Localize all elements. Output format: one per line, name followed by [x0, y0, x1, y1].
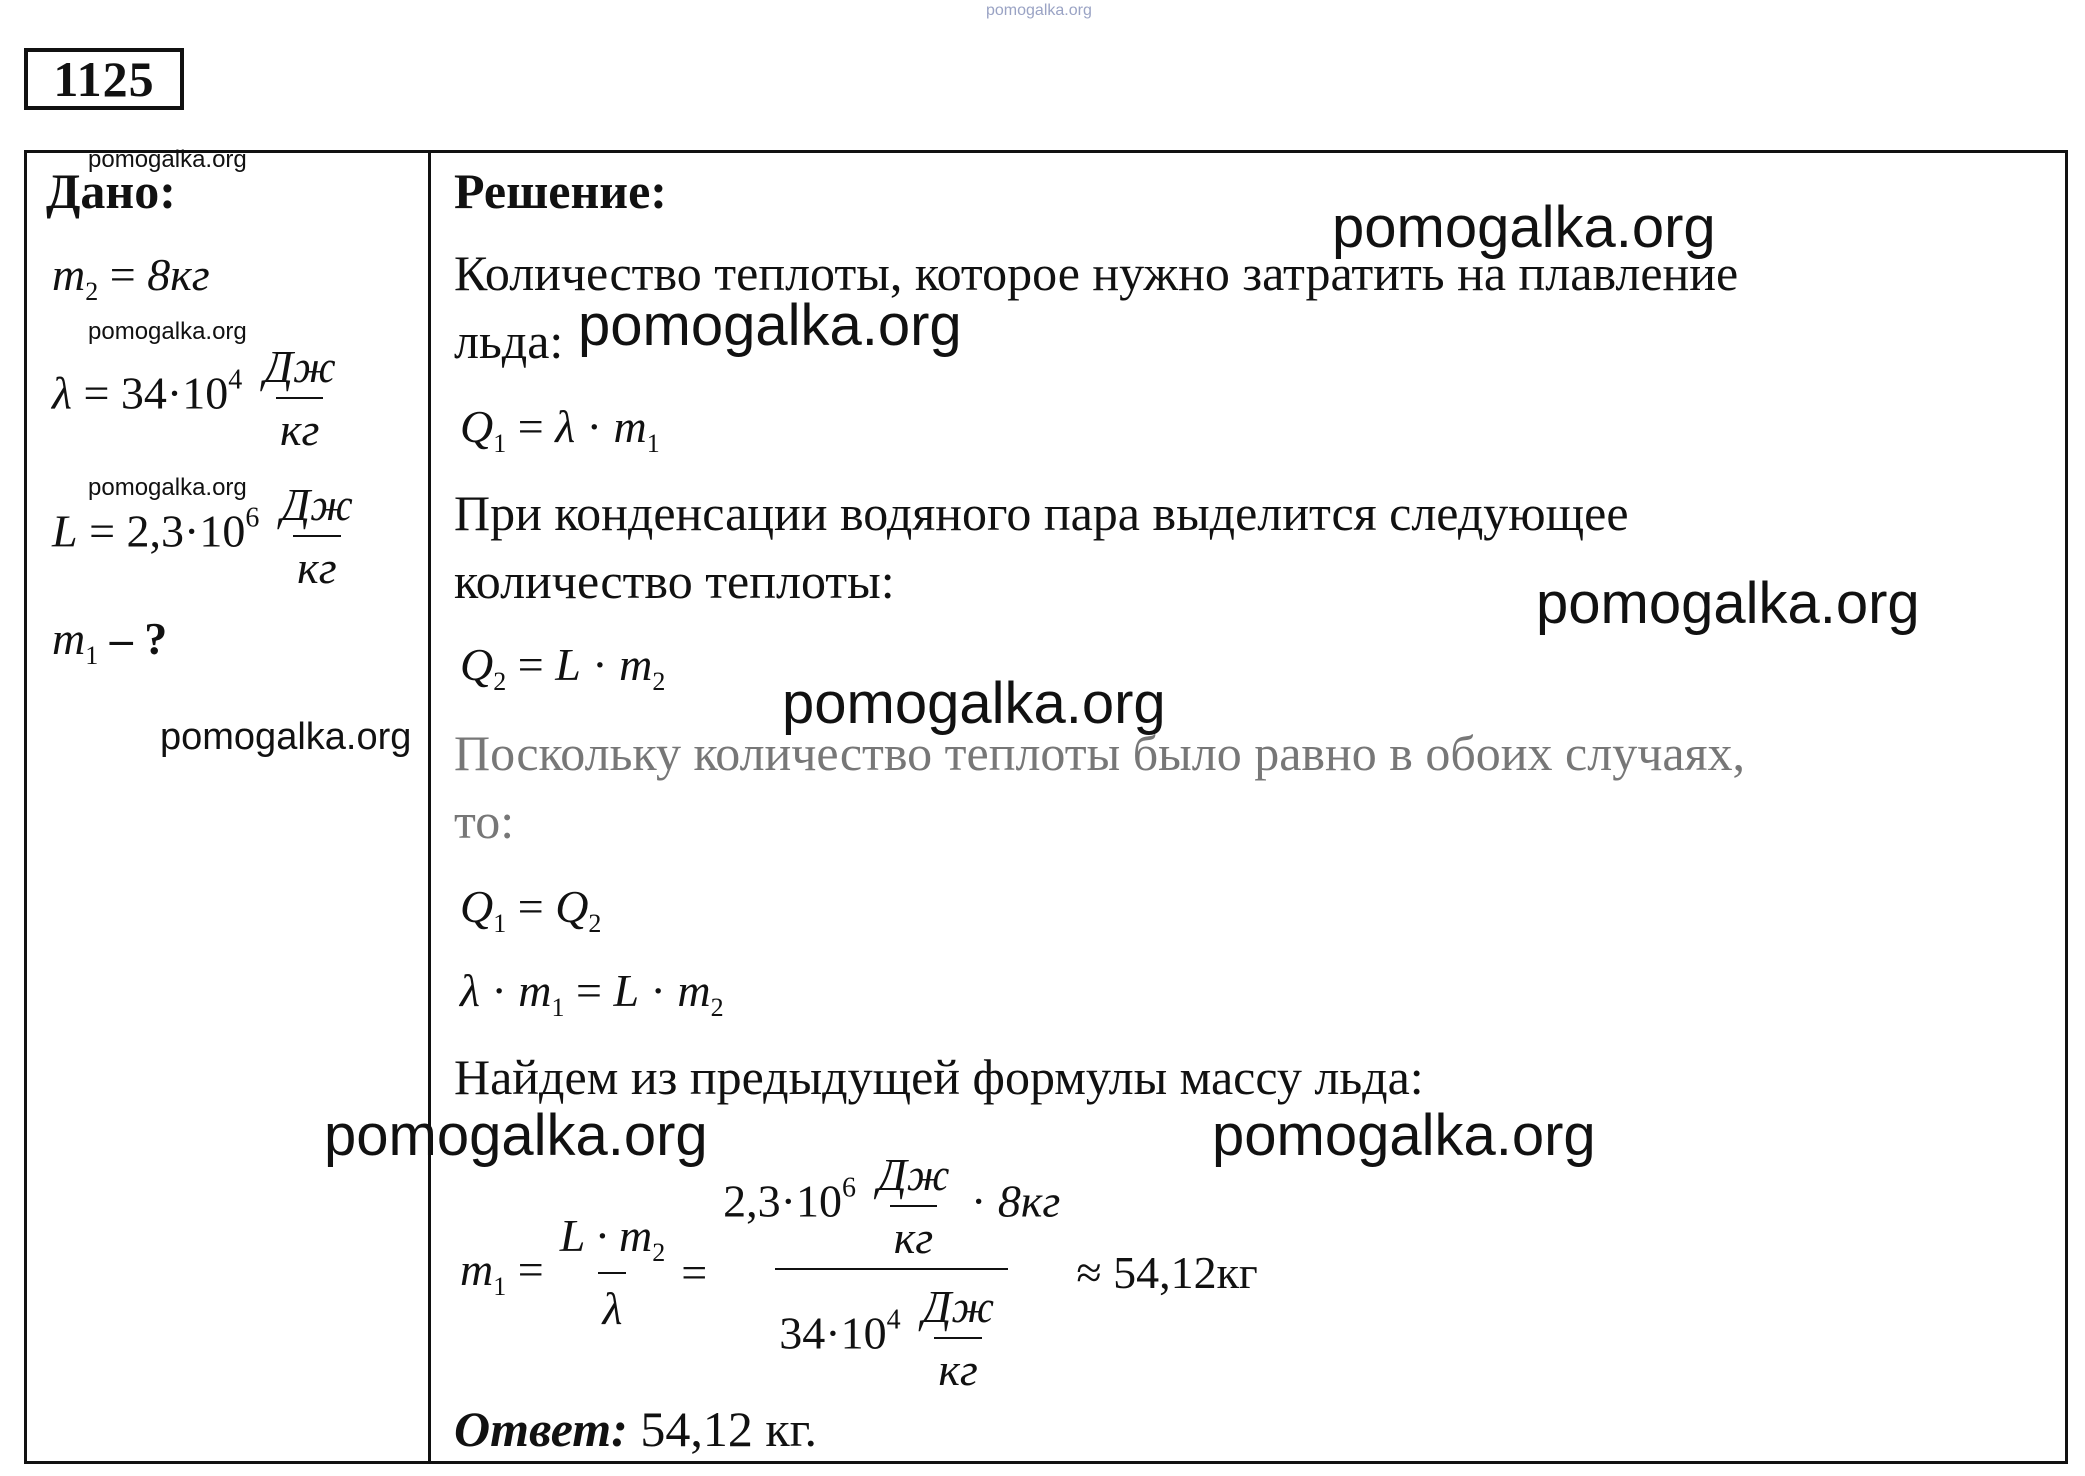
watermark: pomogalka.org [160, 716, 412, 758]
p4: Найдем из предыдущей формулы массу льда: [454, 1049, 1424, 1105]
p3-line1: Поскольку количество теплоты было равно в обоих случаях, [454, 725, 1746, 781]
watermark: pomogalka.org [782, 671, 1166, 736]
given-heading: Дано: [46, 163, 176, 219]
lambda-exp: 4 [228, 364, 243, 396]
answer [454, 1401, 817, 1457]
watermark: pomogalka.org [1536, 571, 1920, 636]
watermark: pomogalka.org [324, 1103, 708, 1168]
watermark: pomogalka.org [578, 293, 962, 358]
answer-label: Ответ: [454, 1401, 628, 1457]
calc-result: ≈ 54,12кг [1076, 1246, 1258, 1298]
calc-num-unit-den: кг [890, 1205, 937, 1264]
calc-L-exp: 6 [841, 1172, 856, 1204]
calc-m2: 8кг [997, 1175, 1061, 1227]
solution-heading: Решение: [454, 163, 667, 219]
find-mark: ? [144, 613, 168, 664]
p1-line1: Количество теплоты, которое нужно затратить на плавление [454, 245, 1739, 301]
watermark: pomogalka.org [1332, 195, 1716, 260]
watermark: pomogalka.org [88, 318, 247, 345]
column-divider [428, 150, 431, 1464]
answer-value: 54,12 кг. [640, 1401, 817, 1457]
formula-q1: $Q_1 = \lambda \cdot m_1$ [460, 401, 660, 458]
top-watermark: pomogalka.org [986, 2, 1092, 19]
formula-q-equal: $Q_1 = Q_2$ [460, 881, 602, 938]
p3-line2: то: [454, 793, 515, 849]
L-exp: 6 [245, 502, 260, 534]
problem-number: 1125 [24, 48, 184, 110]
L-mantissa: 2,3 [126, 505, 185, 557]
calc-den-unit-num: Дж [922, 1281, 995, 1332]
given-m2-value: 8кг [147, 249, 210, 300]
calc-num-unit-num: Дж [877, 1149, 950, 1200]
watermark: pomogalka.org [1212, 1103, 1596, 1168]
L-unit-den: кг [293, 535, 340, 594]
final-calculation: $m_1$ = $\frac{L \cdot m_2}{\lambda}$ = $2,3\cdot 10^6$ $\frac{Дж}{кг}$ · 8кг $34\cdot 10^4$ $\frac{Дж}{кг}$ ≈ 54,12кг [460, 1149, 1258, 1395]
calc-lambda: 34 [779, 1307, 826, 1359]
lambda-mantissa: 34 [120, 367, 167, 419]
lambda-unit-den: кг [276, 397, 323, 456]
p2-line2: количество теплоты: [454, 553, 895, 609]
p2-line1: При конденсации водяного пара выделится следующее [454, 485, 1629, 541]
watermark: pomogalka.org [88, 146, 247, 173]
given-find-m1: $m_1$ – ? [52, 613, 168, 670]
L-unit-num: Дж [280, 479, 353, 530]
given-lambda: $\lambda = 34\cdot 10^4$ $\frac{Дж}{кг}$ [52, 340, 346, 456]
formula-q2: $Q_2 = L \cdot m_2$ [460, 639, 666, 696]
given-L: $L = 2,3\cdot 10^6$ $\frac{Дж}{кг}$ [52, 478, 363, 594]
calc-lambda-exp: 4 [886, 1304, 901, 1336]
calc-L: 2,3 [723, 1175, 781, 1227]
lambda-unit-num: Дж [263, 341, 336, 392]
watermark: pomogalka.org [88, 474, 247, 501]
given-m2: $m_2 = 8кг$ [52, 249, 210, 306]
p1-line2: льда: [454, 313, 564, 369]
calc-den-unit-den: кг [934, 1337, 981, 1396]
formula-lambda-m1: $\lambda \cdot m_1 = L \cdot m_2$ [460, 965, 724, 1022]
